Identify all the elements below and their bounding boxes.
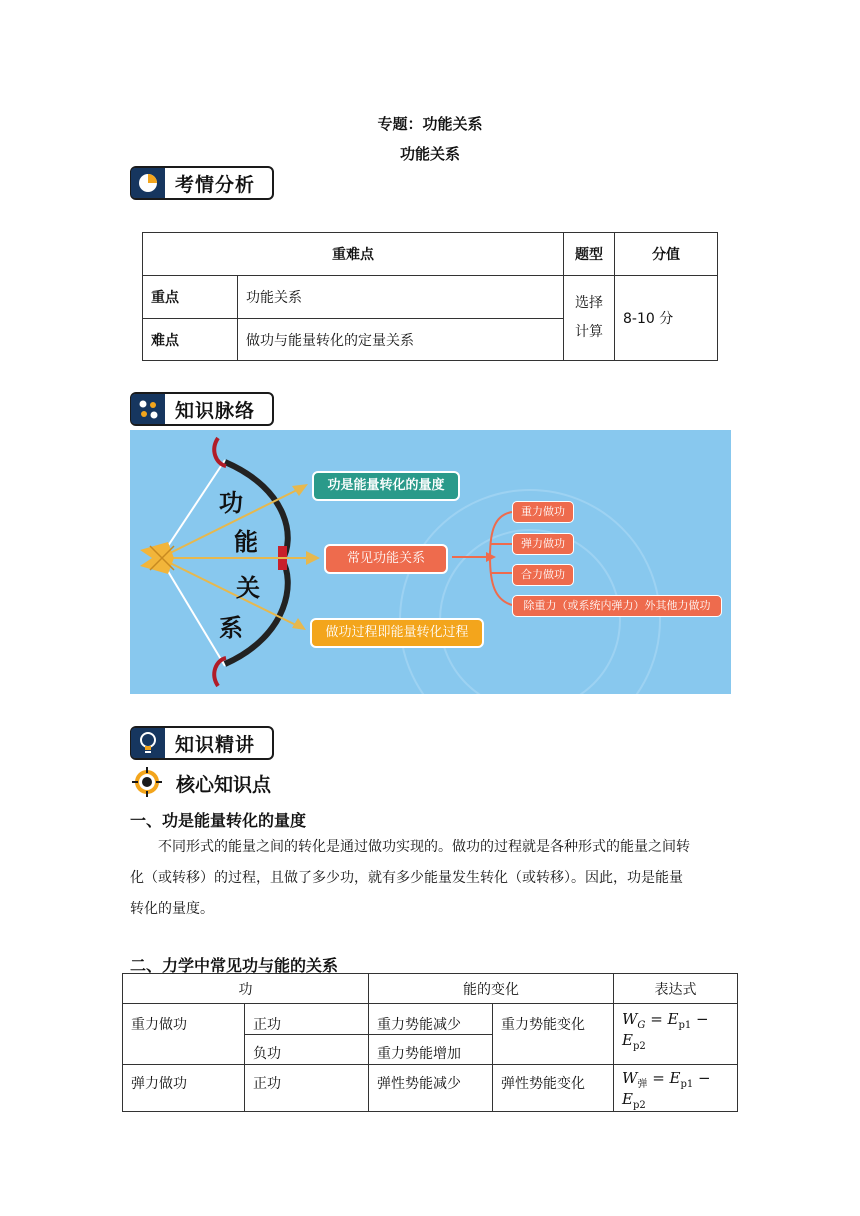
core-knowledge-heading: 核心知识点 [176, 774, 272, 796]
network-dots-icon [131, 394, 165, 424]
table-header: 题型 [564, 233, 615, 276]
section-label: 知识脉络 [175, 399, 256, 422]
table-cell: 负功 [245, 1035, 369, 1065]
target-icon [132, 767, 162, 797]
section-badge-lecture [130, 726, 274, 760]
type-line: 计算 [575, 324, 603, 340]
formula-cell [614, 1065, 738, 1112]
section-label: 知识精讲 [175, 733, 256, 756]
table-cell: 难点 [143, 319, 238, 361]
bow-char: 功 [219, 489, 243, 517]
table-cell: 功能关系 [238, 276, 564, 319]
table-cell: 重点 [143, 276, 238, 319]
mindmap-leaf: 弹力做功 [512, 533, 574, 555]
table-cell: 正功 [245, 1065, 369, 1112]
section-label: 考情分析 [175, 173, 256, 196]
paragraph-line: 化（或转移）的过程，且做了多少功，就有多少能量发生转化（或转移）。因此，功是能量 [130, 870, 683, 886]
mindmap-leaf: 重力做功 [512, 501, 574, 523]
section-badge-analysis [130, 166, 274, 200]
table-header: 重难点 [143, 233, 564, 276]
type-line: 选择 [575, 295, 603, 311]
paragraph-line: 不同形式的能量之间的转化是通过做功实现的。做功的过程就是各种形式的能量之间转 [158, 839, 690, 855]
table-header: 分值 [615, 233, 718, 276]
paragraph-one [130, 832, 732, 925]
table-cell: 重力势能增加 [369, 1035, 493, 1065]
formula-elastic: $W_弹 = E_{p1} - E_{p2}$ [622, 1069, 711, 1111]
heading-two: 二、力学中常见功与能的关系 [130, 956, 339, 975]
bow-char: 能 [234, 528, 258, 556]
score-cell: 8-10 分 [615, 276, 718, 361]
table-cell: 弹性势能变化 [493, 1065, 614, 1112]
heading-one: 一、功是能量转化的量度 [130, 811, 307, 830]
pie-chart-icon [131, 168, 165, 198]
bow-char: 关 [236, 574, 260, 602]
document-title: 专题：功能关系 [377, 115, 483, 133]
table-cell: 做功与能量转化的定量关系 [238, 319, 564, 361]
formula-gravity: $W_G = E_{p1} - E_{p2}$ [622, 1010, 709, 1052]
table-header: 表达式 [614, 974, 738, 1004]
knowledge-mindmap [130, 430, 731, 694]
table-cell: 重力做功 [123, 1004, 245, 1065]
table-cell: 重力势能减少 [369, 1004, 493, 1035]
mindmap-leaf: 除重力（或系统内弹力）外其他力做功 [512, 595, 722, 617]
bow-char: 系 [219, 614, 243, 642]
mindmap-node-process: 做功过程即能量转化过程 [310, 618, 484, 648]
table-header: 能的变化 [369, 974, 614, 1004]
table-cell: 弹力做功 [123, 1065, 245, 1112]
question-type-cell [564, 276, 615, 361]
table-cell: 重力势能变化 [493, 1004, 614, 1065]
difficulty-table [142, 232, 718, 361]
mindmap-node-measure: 功是能量转化的量度 [312, 471, 460, 501]
lightbulb-icon [131, 728, 165, 758]
table-header: 功 [123, 974, 369, 1004]
mindmap-leaf: 合力做功 [512, 564, 574, 586]
work-energy-table [122, 973, 738, 1112]
document-subtitle: 功能关系 [399, 145, 460, 163]
table-cell: 正功 [245, 1004, 369, 1035]
mindmap-node-common: 常见功能关系 [324, 544, 448, 574]
paragraph-line: 转化的量度。 [130, 901, 214, 917]
formula-cell [614, 1004, 738, 1065]
table-cell: 弹性势能减少 [369, 1065, 493, 1112]
section-badge-context [130, 392, 274, 426]
